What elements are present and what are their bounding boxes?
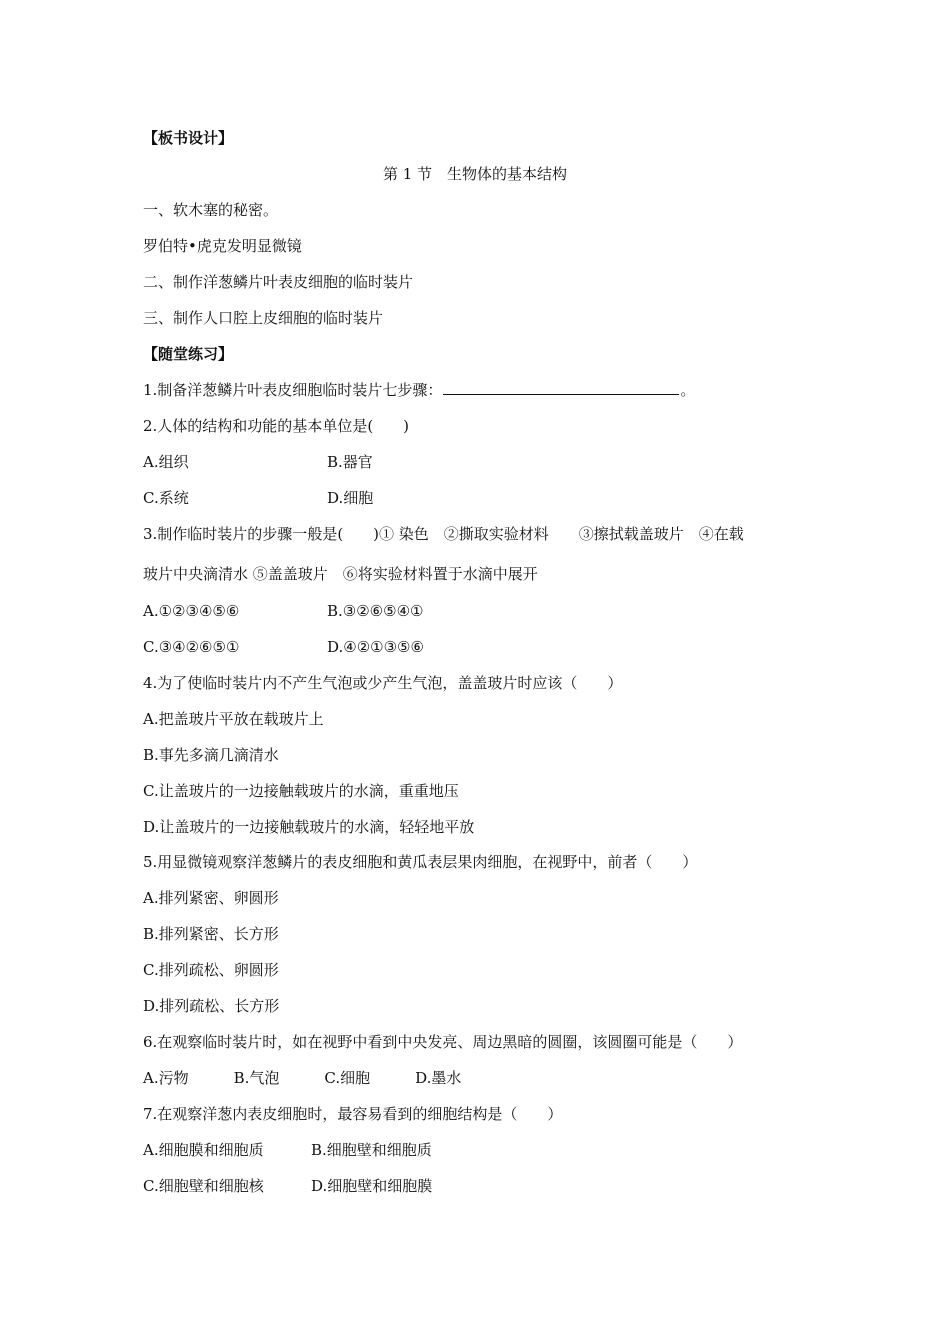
q7-option-d: D.细胞壁和细胞膜 (311, 1177, 433, 1195)
q5-option-d: D.排列疏松、长方形 (143, 997, 280, 1015)
question-5: 5.用显微镜观察洋葱鳞片的表皮细胞和黄瓜表层果肉细胞，在视野中，前者（ ） (143, 853, 698, 871)
q3-option-b: B.③②⑥⑤④① (327, 602, 424, 620)
q2-option-a: A.组织 (143, 453, 189, 471)
board-item-4: 三、制作人口腔上皮细胞的临时装片 (143, 309, 384, 327)
question-1 (143, 380, 695, 400)
answer-blank (443, 380, 679, 395)
practice-heading: 【随堂练习】 (143, 345, 234, 363)
q3-option-c: C.③④②⑥⑤① (143, 638, 240, 656)
q5-option-b: B.排列紧密、长方形 (143, 925, 279, 943)
q5-option-a: A.排列紧密、卵圆形 (143, 889, 279, 907)
section-title: 第 1 节 生物体的基本结构 (382, 165, 568, 183)
q2-option-c: C.系统 (143, 489, 189, 507)
question-6: 6.在观察临时装片时，如在视野中看到中央发亮、周边黑暗的圆圈，该圆圈可能是（ ） (143, 1033, 743, 1051)
q7-option-a: A.细胞膜和细胞质 (143, 1141, 264, 1159)
q2-option-b: B.器官 (327, 453, 373, 471)
question-1-end: 。 (680, 381, 696, 399)
q4-option-a: A.把盖玻片平放在载玻片上 (143, 710, 324, 728)
question-4: 4.为了使临时装片内不产生气泡或少产生气泡，盖盖玻片时应该（ ） (143, 674, 623, 692)
q2-option-d: D.细胞 (327, 489, 374, 507)
q3-option-d: D.④②①③⑤⑥ (327, 638, 424, 656)
q7-option-c: C.细胞壁和细胞核 (143, 1177, 264, 1195)
q4-option-b: B.事先多滴几滴清水 (143, 746, 279, 764)
question-2: 2.人体的结构和功能的基本单位是( ) (143, 417, 410, 435)
question-3-line-1: 3.制作临时装片的步骤一般是( )① 染色 ②撕取实验材料 ③擦拭载盖玻片 ④在载 (143, 525, 744, 543)
q5-option-c: C.排列疏松、卵圆形 (143, 961, 279, 979)
question-3-line-2: 玻片中央滴清水 ⑤盖盖玻片 ⑥将实验材料置于水滴中展开 (143, 565, 538, 583)
question-7: 7.在观察洋葱内表皮细胞时，最容易看到的细胞结构是（ ） (143, 1105, 563, 1123)
board-item-1: 一、软木塞的秘密。 (143, 201, 279, 219)
q4-option-d: D.让盖玻片的一边接触载玻片的水滴，轻轻地平放 (143, 818, 475, 836)
board-item-2: 罗伯特•虎克发明显微镜 (143, 237, 302, 255)
question-1-text: 1.制备洋葱鳞片叶表皮细胞临时装片七步骤： (143, 381, 443, 399)
q4-option-c: C.让盖玻片的一边接触载玻片的水滴，重重地压 (143, 782, 459, 800)
board-item-3: 二、制作洋葱鳞片叶表皮细胞的临时装片 (143, 273, 414, 291)
board-heading: 【板书设计】 (143, 129, 234, 147)
q7-option-b: B.细胞壁和细胞质 (311, 1141, 432, 1159)
q3-option-a: A.①②③④⑤⑥ (143, 602, 240, 620)
q6-options: A.污物 B.气泡 C.细胞 D.墨水 (143, 1069, 462, 1087)
